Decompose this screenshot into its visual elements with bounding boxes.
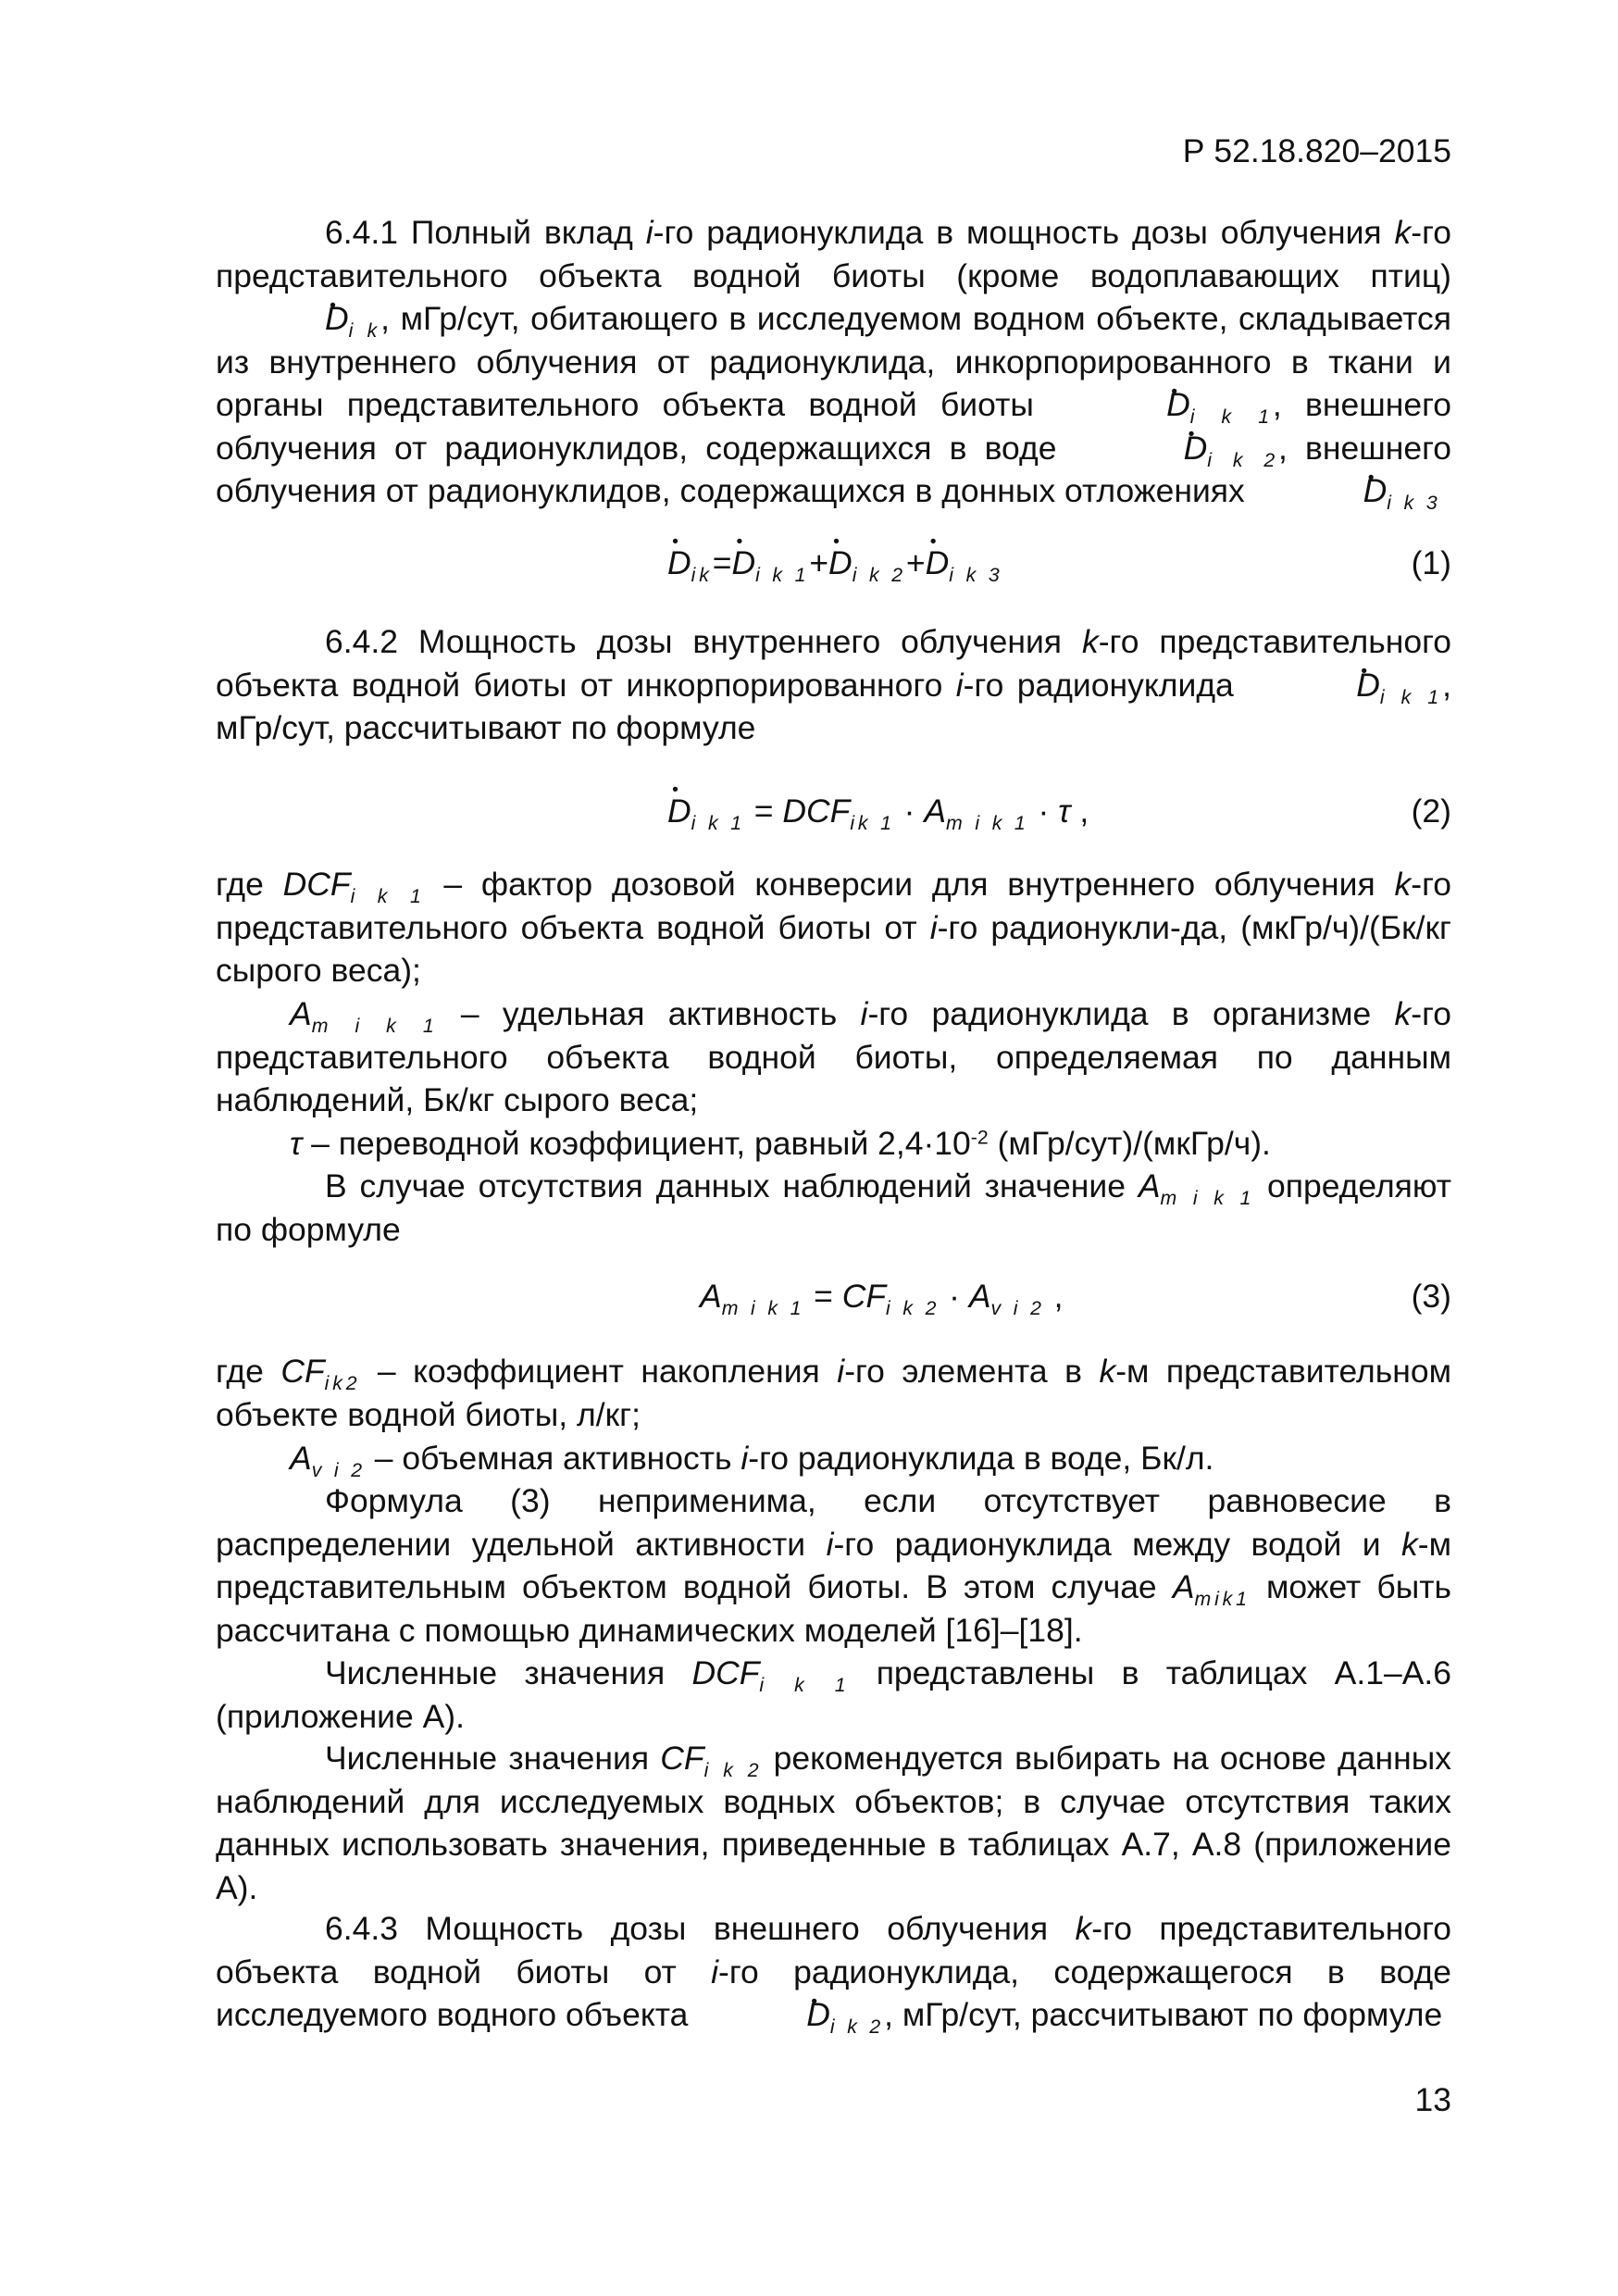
equation-3: [216, 1278, 1451, 1333]
definition-cf: где $CF_{ik2}$ – коэффициент накопления i-го элемента в k-м представительном объекте водной биоты, л/кг;: [216, 1353, 1451, 1433]
paragraph-6-4-1: 6.4.1 Полный вклад i-го радионуклида в мощность дозы облучения k-го представительного объекта водной биоты (кроме водоплавающих птиц) • $D_{i k}$, мГр/сут, обитающего в исследуемом водном объекте, складывается из внутреннего облучения от радионуклида, инкорпорированного в ткани и органы представительного объекта водной биоты • $D_{i k 1}$, внешнего облучения от радионуклидов, содержащихся в воде • $D_{i k 2}$, внешнего облучения от радионуклидов, содержащихся в донных отложениях • $D_{i k 3}$: [216, 211, 1451, 513]
equation-number: (1): [1411, 544, 1451, 581]
paragraph-cf-values: Численные значения $CF_{i k 2}$ рекомендуется выбирать на основе данных наблюдений для исследуемых водных объектов; в случае отсутствия таких данных использовать значения, приведенные в таблицах А.7, А.8 (приложение А).: [216, 1740, 1451, 1906]
paragraph-formula-3: Формула (3) неприменима, если отсутствует равновесие в распределении удельной активности i-го радионуклида между водой и k-м представительным объектом водной биоты. В этом случае $A_{mik1}$ может быть рассчитана с помощью динамических моделей [16]–[18].: [216, 1482, 1451, 1649]
equation-3-body: $A_{m i k 1} = CF_{i k 2} \cdot A_{v i 2}$ ,: [700, 1278, 1064, 1320]
equation-2-body: • $D_{i k 1} = DCF_{ik 1} \cdot A_{m i k 1} \cdot \tau$ ,: [667, 792, 1089, 830]
paragraph-6-4-2: 6.4.2 Мощность дозы внутреннего облучения k-го представительного объекта водной биоты от инкорпорированного i-го радионуклида • $D_{i k 1}$, мГр/сут, рассчитывают по формуле: [216, 620, 1451, 750]
dose-rate-symbol: • D: [1075, 427, 1208, 470]
definition-dcf: где $DCF_{i k 1}$ – фактор дозовой конверсии для внутреннего облучения k-го представительного объекта водной биоты от i-го радионукли-да, (мкГр/ч)/(Бк/кг сырого веса);: [216, 866, 1451, 989]
dose-rate-symbol: • D: [1254, 469, 1388, 513]
paragraph-dcf-values: Численные значения $DCF_{i k 1}$ представлены в таблицах А.1–А.6 (приложение А).: [216, 1654, 1451, 1735]
equation-2: [216, 792, 1451, 848]
equation-number: (2): [1411, 792, 1451, 830]
definition-volumetric-activity: $A_{v i 2}$ – объемная активность i-го радионуклида в воде, Бк/л.: [290, 1440, 1214, 1482]
equation-number: (3): [1411, 1278, 1451, 1315]
paragraph-no-data: В случае отсутствия данных наблюдений значение $A_{m i k 1}$ определяют по формуле: [216, 1167, 1451, 1248]
paragraph-6-4-3: 6.4.3 Мощность дозы внешнего облучения k-го представительного объекта водной биоты от i-го радионуклида, содержащегося в воде исследуемого водного объекта • $D_{i k 2}$, мГр/сут, рассчитывают по формуле: [216, 1907, 1451, 2037]
dose-rate-symbol: • D: [1247, 664, 1380, 707]
document-code: Р 52.18.820–2015: [1182, 132, 1451, 169]
definition-tau: τ – переводной коэффициент, равный $2,4\cdot 10^{-2}$ (мГр/сут)/(мкГр/ч).: [290, 1125, 1271, 1162]
dose-rate-symbol: • D: [1057, 383, 1190, 427]
dose-rate-symbol: • D: [216, 297, 349, 341]
equation-1-body: • $D_{ik}=•$ $D_{i k 1}+•$ $D_{i k 2}+•$ $D_{i k 3}$: [667, 544, 1003, 582]
equation-1: [216, 544, 1451, 600]
dose-rate-symbol: • D: [697, 1993, 830, 2037]
definition-specific-activity: $A_{m i k 1}$ – удельная активность i-го радионуклида в организме k-го представительного объекта водной биоты, определяемая по данным наблюдений, Бк/кг сырого веса;: [216, 995, 1451, 1118]
page-number: 13: [1414, 2081, 1451, 2118]
